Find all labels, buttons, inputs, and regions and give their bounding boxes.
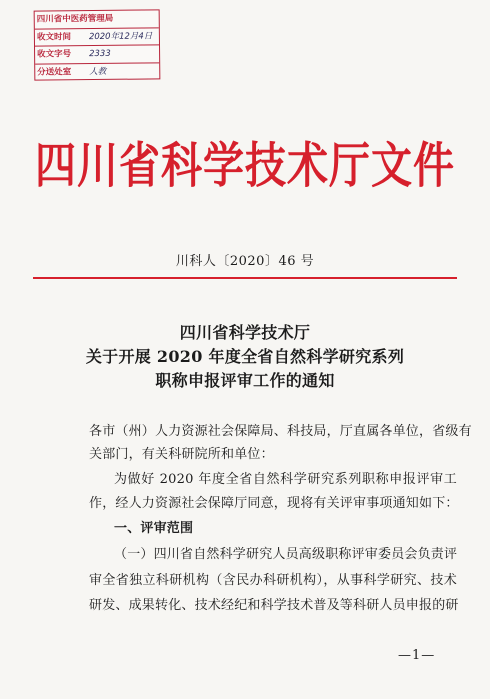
stamp-file-number-value: 2333	[89, 49, 111, 60]
section-heading: 一、评审范围	[114, 521, 194, 536]
notice-title-line: 关于开展 2020 年度全省自然科学研究系列	[85, 347, 405, 366]
stamp-agency-label: 四川省中医药管理局	[36, 14, 114, 25]
addressee-line: 各市（州）人力资源社会保障局、科技局，厅直属各单位，省级有	[89, 424, 472, 439]
paragraph-line: （一）四川省自然科学研究人员高级职称评审委员会负责评	[114, 547, 458, 562]
document-number: 川科人〔2020〕46 号	[175, 254, 315, 269]
stamp-file-number-label: 收文字号	[37, 49, 72, 60]
paragraph-line: 作，经人力资源社会保障厅同意，现将有关评审事项通知如下：	[89, 496, 459, 511]
stamp-row	[35, 10, 159, 29]
notice-title-line: 职称申报评审工作的通知	[155, 371, 335, 390]
page-number: —1—	[398, 648, 436, 663]
stamp-received-time-label: 收文时间	[36, 32, 71, 43]
stamp-row	[35, 45, 159, 64]
stamp-distribution-label: 分送处室	[37, 67, 72, 78]
addressee-line: 关部门，有关科研院所和单位：	[89, 447, 274, 462]
red-divider	[33, 277, 457, 279]
masthead-title: 四川省科学技术厅文件	[35, 137, 455, 194]
paragraph-line: 审全省独立科研机构（含民办科研机构），从事科学研究、技术	[89, 573, 457, 588]
paragraph-line: 为做好 2020 年度全省自然科学研究系列职称申报评审工	[114, 472, 457, 487]
stamp-row	[35, 63, 159, 81]
paragraph-line: 研发、成果转化、技术经纪和科学技术普及等科研人员申报的研	[89, 598, 459, 613]
notice-title-issuer: 四川省科学技术厅	[179, 323, 311, 342]
receipt-stamp	[34, 9, 161, 80]
stamp-distribution-value: 人教	[89, 66, 107, 77]
stamp-received-time-value: 2020年12月4日	[88, 31, 153, 42]
stamp-row	[35, 28, 159, 47]
